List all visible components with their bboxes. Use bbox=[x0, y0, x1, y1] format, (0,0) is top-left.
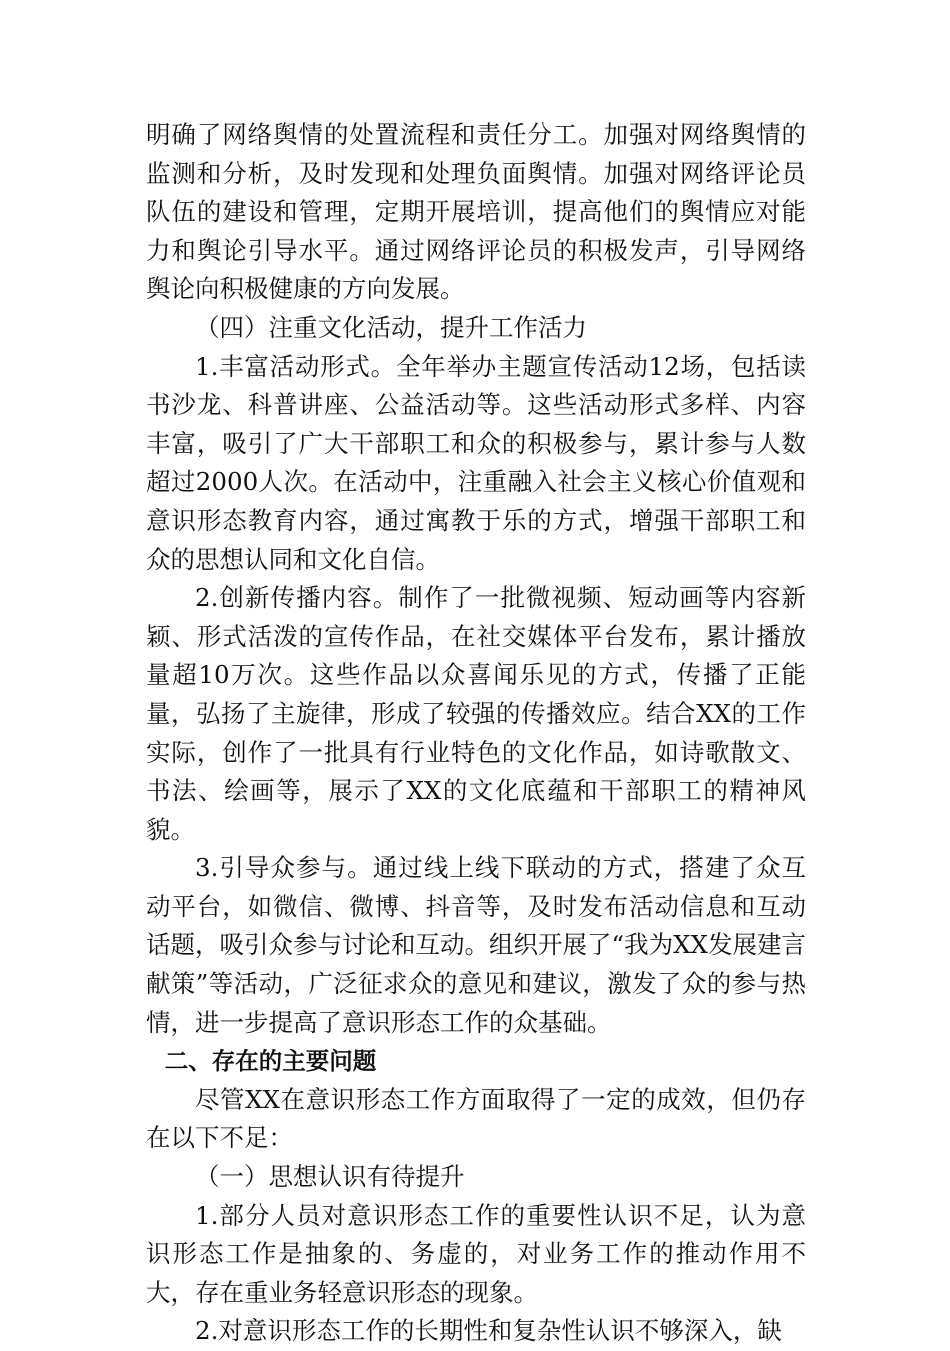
subheading-awareness: （一）思想认识有待提升 bbox=[195, 1162, 465, 1192]
paragraph-importance-awareness: 1.部分人员对意识形态工作的重要性认识不足，认为意识形态工作是抽象的、务虚的，对业务工作的推动作用不大，存在重业务轻意识形态的现象。 bbox=[146, 1200, 806, 1307]
document-body bbox=[146, 116, 806, 1351]
paragraph-shortcomings-intro: 尽管XX在意识形态工作方面取得了一定的成效，但仍存在以下不足： bbox=[146, 1084, 806, 1153]
paragraph-innovative-content: 2.创新传播内容。制作了一批微视频、短动画等内容新颖、形式活泼的宣传作品，在社交媒体平台发布，累计播放量超10万次。这些作品以众喜闻乐见的方式，传播了正能量，弘扬了主旋律，形成了较强的传播效应。结合XX的工作实际，创作了一批具有行业特色的文化作品，如诗歌散文、书法、绘画等，展示了XX的文化底蕴和干部职工的精神风貌。 bbox=[146, 583, 806, 844]
heading-main-problems: 二、存在的主要问题 bbox=[164, 1047, 377, 1076]
paragraph-guide-participation: 3.引导众参与。通过线上线下联动的方式，搭建了众互动平台，如微信、微博、抖音等，及时发布活动信息和互动话题，吸引众参与讨论和互动。组织开展了“我为XX发展建言献策”等活动，广泛征求众的意见和建议，激发了众的参与热情，进一步提高了意识形态工作的众基础。 bbox=[146, 853, 806, 1037]
paragraph-continuation: 明确了网络舆情的处置流程和责任分工。加强对网络舆情的监测和分析，及时发现和处理负面舆情。加强对网络评论员队伍的建设和管理，定期开展培训，提高他们的舆情应对能力和舆论引导水平。通过网络评论员的积极发声，引导网络舆论向积极健康的方向发展。 bbox=[146, 120, 806, 304]
subheading-culture-activities: （四）注重文化活动，提升工作活力 bbox=[195, 312, 587, 342]
paragraph-activity-forms: 1.丰富活动形式。全年举办主题宣传活动12场，包括读书沙龙、科普讲座、公益活动等。这些活动形式多样、内容丰富，吸引了广大干部职工和众的积极参与，累计参与人数超过2000人次。在活动中，注重融入社会主义核心价值观和意识形态教育内容，通过寓教于乐的方式，增强干部职工和众的思想认同和文化自信。 bbox=[146, 351, 806, 574]
paragraph-long-term-awareness: 2.对意识形态工作的长期性和复杂性认识不够深入，缺 bbox=[195, 1316, 782, 1346]
